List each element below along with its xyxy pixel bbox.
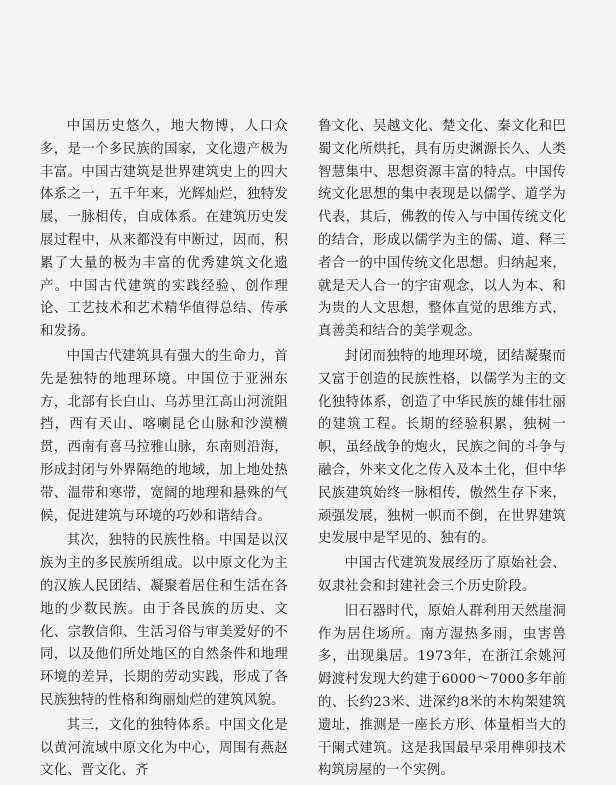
paragraph: 旧石器时代，原始人群利用天然崖洞作为居住场所。南方湿热多雨，虫害兽多，出现巢居。1973年，在浙江余姚河姆渡村发现大约建于6000～7000多年前的、长约23米、进深约8米的木构架建筑遗址，推测是一座长方形、体量相当大的干阑式建筑。这是我国最早采用榫卯技术构筑房屋的一个实例。 (318, 603, 566, 779)
paragraph: 中国古代建筑发展经历了原始社会、奴隶社会和封建社会三个历史阶段。 (318, 556, 566, 594)
paragraph: 鲁文化、吴越文化、楚文化、秦文化和巴蜀文化所烘托，具有历史渊源长久、人类智慧集中、思想资源丰富的特点。中国传统文化思想的集中表现是以儒学、道学为代表，其后，佛教的传入与中国传统文化的结合，形成以儒学为主的儒、道、释三者合一的中国传统文化思想。归纳起来，就是天人合一的宇宙观念，以人为本、和为贵的人文思想，整体直觉的思维方式，真善美和结合的美学观念。 (318, 119, 566, 340)
paragraph: 中国古代建筑具有强大的生命力，首先是独特的地理环境。中国位于亚洲东方，北部有长白山、乌苏里江高山河流阻挡，西有天山、喀喇昆仑山脉和沙漠横贯，西南有喜马拉雅山脉，东南则沿海，形成封闭与外界隔绝的地域，加上地处热带、温带和寒带，宽阔的地理和悬殊的气候，促进建筑与环境的巧妙和谐结合。 (40, 348, 288, 524)
left-column (40, 116, 288, 785)
paragraph: 中国历史悠久，地大物博，人口众多，是一个多民族的国家，文化遗产极为丰富。中国古建筑是世界建筑史上的四大体系之一，五千年来，光辉灿烂，独特发展，一脉相传，自成体系。在建筑历史发展过程中，从来都没有中断过，因而，积累了大量的极为丰富的优秀建筑文化遗产。中国古代建筑的实践经验、创作理论、工艺技术和艺术精华值得总结、传承和发扬。 (40, 119, 288, 340)
right-column (318, 116, 566, 785)
paragraph: 其次，独特的民族性格。中国是以汉族为主的多民族所组成。以中原文化为主的汉族人民团结、凝聚着居住和生活在各地的少数民族。由于各民族的历史、文化、宗教信仰、生活习俗与审美爱好的不同，以及他们所处地区的自然条件和地理环境的差异，长期的劳动实践，形成了各民族独特的性格和绚丽灿烂的建筑风貌。 (40, 533, 288, 708)
paragraph: 其三，文化的独特体系。中国文化是以黄河流域中原文化为中心，周围有燕赵文化、晋文化、齐 (40, 717, 288, 779)
paragraph: 封闭而独特的地理环境，团结凝聚而又富于创造的民族性格，以儒学为主的文化独特体系，创造了中华民族的雄伟壮丽的建筑工程。长期的经验积累，独树一帜，虽经战争的炮火，民族之间的斗争与融合，外来文化之传入及本土化，但中华民族建筑始终一脉相传，傲然生存下来，顽强发展，独树一帜而不倒，在世界建筑史发展中是罕见的、独有的。 (318, 348, 566, 547)
